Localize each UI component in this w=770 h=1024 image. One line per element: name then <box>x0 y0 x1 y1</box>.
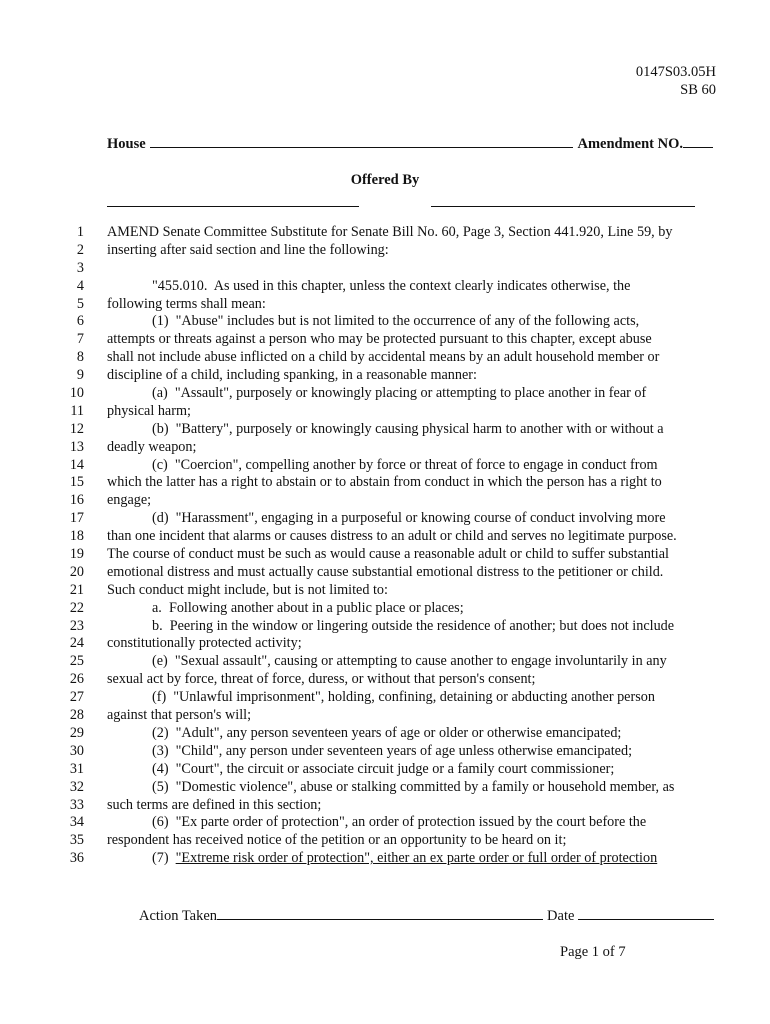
line-text-content: sexual act by force, threat of force, duress, or without that person's consent; <box>107 671 536 688</box>
line-text <box>107 546 669 564</box>
line-text <box>107 349 659 367</box>
line-text <box>107 707 251 725</box>
line-number: 31 <box>69 760 84 777</box>
line-text-content: "455.010. As used in this chapter, unless the context clearly indicates otherwise, the <box>152 277 631 294</box>
house-amendment-row <box>107 134 713 154</box>
line-number: 9 <box>76 367 84 384</box>
line-number: 10 <box>69 385 84 402</box>
line-text-content: shall not include abuse inflicted on a child by accidental means by an adult household member or <box>107 349 660 366</box>
amendment-number-blank <box>683 134 713 148</box>
line-text <box>107 367 477 385</box>
line-text-content: against that person's will; <box>107 707 252 724</box>
line-number: 2 <box>76 241 84 258</box>
line-text-content: (7) <box>152 850 176 867</box>
line-text-content: physical harm; <box>107 402 191 419</box>
line-text <box>152 457 658 475</box>
line-text <box>152 313 639 331</box>
text-line <box>0 635 770 653</box>
line-text <box>152 743 632 761</box>
line-text <box>107 474 662 492</box>
inserted-underlined-text: "Extreme risk order of protection", either an ex parte order or full order of protection <box>175 850 658 867</box>
text-line <box>0 653 770 671</box>
line-text-content: engage; <box>107 492 152 509</box>
line-number: 1 <box>76 224 84 240</box>
line-text <box>107 242 389 260</box>
line-number: 26 <box>69 671 84 688</box>
line-text-content: a. Following another about in a public place or places; <box>152 599 464 616</box>
text-line <box>0 528 770 546</box>
line-text <box>152 779 674 797</box>
line-number: 3 <box>76 259 84 276</box>
line-text-content: (b) "Battery", purposely or knowingly causing physical harm to another with or without a <box>152 420 664 437</box>
line-number: 6 <box>76 313 84 330</box>
text-line <box>0 564 770 582</box>
line-number: 15 <box>69 474 84 491</box>
line-number: 13 <box>69 438 84 455</box>
line-number: 20 <box>69 563 84 580</box>
action-taken-label: Action Taken <box>139 908 218 924</box>
line-number: 7 <box>76 331 84 348</box>
text-line <box>0 439 770 457</box>
line-number: 35 <box>69 832 84 849</box>
line-text <box>107 439 196 457</box>
text-line <box>0 474 770 492</box>
offered-by-heading: Offered By <box>350 172 420 188</box>
line-text-content: (c) "Coercion", compelling another by force or threat of force to engage in conduct from <box>152 456 658 473</box>
text-line <box>0 761 770 779</box>
line-text <box>107 331 652 349</box>
line-text <box>152 510 666 528</box>
text-line <box>0 367 770 385</box>
line-text-content: AMEND Senate Committee Substitute for Senate Bill No. 60, Page 3, Section 441.920, Line 59, by <box>107 224 673 240</box>
document-header <box>636 63 716 99</box>
text-line <box>0 689 770 707</box>
line-number: 18 <box>69 528 84 545</box>
line-text-content: (3) "Child", any person under seventeen years of age unless otherwise emancipated; <box>152 742 633 759</box>
text-line <box>0 510 770 528</box>
line-text-content: discipline of a child, including spanking, in a reasonable manner: <box>107 367 477 384</box>
action-taken-blank <box>217 906 543 920</box>
line-text <box>152 278 630 296</box>
text-line <box>0 349 770 367</box>
line-text-content: emotional distress and must actually cause substantial emotional distress to the petitioner or child. <box>107 563 664 580</box>
line-number: 34 <box>69 814 84 831</box>
text-line <box>0 331 770 349</box>
text-line <box>0 421 770 439</box>
offered-by-signature-line-left <box>107 205 359 207</box>
line-number: 36 <box>69 850 84 867</box>
line-text <box>107 492 151 510</box>
offered-by-signature-line-right <box>431 205 695 207</box>
line-number: 12 <box>69 420 84 437</box>
text-line <box>0 850 770 868</box>
line-text-content: (a) "Assault", purposely or knowingly placing or attempting to place another in fear of <box>152 385 647 402</box>
date-blank <box>578 906 714 920</box>
date-label: Date <box>547 908 575 924</box>
text-line <box>0 797 770 815</box>
text-line <box>0 278 770 296</box>
line-number: 23 <box>69 617 84 634</box>
amendment-text-body <box>0 224 770 868</box>
line-text <box>107 224 672 242</box>
line-number: 17 <box>69 510 84 527</box>
line-text-content: deadly weapon; <box>107 438 197 455</box>
line-number: 16 <box>69 492 84 509</box>
line-text-content: such terms are defined in this section; <box>107 796 322 813</box>
house-blank-line <box>150 134 574 148</box>
line-text-content: (1) "Abuse" includes but is not limited to the occurrence of any of the following acts, <box>152 313 640 330</box>
bill-number: SB 60 <box>680 82 716 98</box>
line-number: 28 <box>69 707 84 724</box>
line-text-content: (f) "Unlawful imprisonment", holding, confining, detaining or abducting another person <box>152 689 655 706</box>
line-text-content: (4) "Court", the circuit or associate circuit judge or a family court commissioner; <box>152 760 615 777</box>
line-number: 14 <box>69 456 84 473</box>
line-text <box>107 564 663 582</box>
line-number: 29 <box>69 724 84 741</box>
line-text <box>152 421 664 439</box>
amendment-label: Amendment NO. <box>577 136 683 152</box>
line-text-content: inserting after said section and line the following: <box>107 241 389 258</box>
line-text-content: constitutionally protected activity; <box>107 635 302 652</box>
line-number: 30 <box>69 742 84 759</box>
text-line <box>0 832 770 850</box>
text-line <box>0 546 770 564</box>
document-code: 0147S03.05H <box>635 64 716 80</box>
line-number: 22 <box>69 599 84 616</box>
line-text <box>107 832 566 850</box>
line-text <box>152 653 667 671</box>
line-text <box>152 761 614 779</box>
text-line <box>0 814 770 832</box>
line-text <box>107 582 388 600</box>
line-text-content: following terms shall mean: <box>107 295 266 312</box>
line-number: 11 <box>70 402 84 419</box>
line-text <box>152 600 464 618</box>
line-text <box>107 296 266 314</box>
page-number: Page 1 of 7 <box>560 944 626 960</box>
line-text <box>152 385 646 403</box>
text-line <box>0 600 770 618</box>
line-text-content: which the latter has a right to abstain or to abstain from conduct in which the person has a right to <box>107 474 662 491</box>
text-line <box>0 779 770 797</box>
text-line <box>0 242 770 260</box>
line-text-content: (e) "Sexual assault", causing or attempting to cause another to engage involuntarily in any <box>152 653 667 670</box>
line-number: 24 <box>69 635 84 652</box>
text-line <box>0 457 770 475</box>
text-line <box>0 492 770 510</box>
line-text <box>152 725 621 743</box>
action-taken-row <box>139 906 717 926</box>
line-text <box>107 797 321 815</box>
text-line <box>0 725 770 743</box>
line-text <box>107 635 302 653</box>
line-text <box>107 528 677 546</box>
text-line <box>0 743 770 761</box>
line-text-content: attempts or threats against a person who may be protected pursuant to this chapter, except abuse <box>107 331 652 348</box>
line-number: 21 <box>69 581 84 598</box>
line-text-content: (6) "Ex parte order of protection", an order of protection issued by the court before the <box>152 814 647 831</box>
text-line <box>0 385 770 403</box>
line-text <box>152 618 674 636</box>
text-line <box>0 618 770 636</box>
line-text-content: respondent has received notice of the petition or an opportunity to be heard on it; <box>107 832 567 849</box>
line-text-content: than one incident that alarms or causes distress to an adult or child and serves no legitimate purpose. <box>107 528 677 545</box>
line-text-content: (2) "Adult", any person seventeen years of age or older or otherwise emancipated; <box>152 724 622 741</box>
line-text <box>107 671 535 689</box>
text-line <box>0 224 770 242</box>
text-line <box>0 707 770 725</box>
text-line <box>0 260 770 278</box>
line-number: 19 <box>69 546 84 563</box>
text-line <box>0 671 770 689</box>
house-label: House <box>107 136 146 152</box>
line-number: 8 <box>76 349 84 366</box>
text-line <box>0 313 770 331</box>
line-number: 33 <box>69 796 84 813</box>
line-number: 4 <box>76 277 84 294</box>
line-text <box>152 689 655 707</box>
line-text <box>152 814 646 832</box>
text-line <box>0 582 770 600</box>
line-text-content: The course of conduct must be such as would cause a reasonable adult or child to suffer substantial <box>107 546 669 563</box>
line-number: 5 <box>76 295 84 312</box>
text-line <box>0 403 770 421</box>
line-text <box>107 403 191 421</box>
line-number: 25 <box>69 653 84 670</box>
text-line <box>0 296 770 314</box>
line-number: 32 <box>69 778 84 795</box>
line-text-content: (5) "Domestic violence", abuse or stalking committed by a family or household member, as <box>152 778 675 795</box>
line-text-content: Such conduct might include, but is not limited to: <box>107 581 388 598</box>
line-text-content: (d) "Harassment", engaging in a purposeful or knowing course of conduct involving more <box>152 510 666 527</box>
line-text-content: b. Peering in the window or lingering outside the residence of another; but does not include <box>152 617 675 634</box>
line-number: 27 <box>69 689 84 706</box>
line-text <box>152 850 657 868</box>
